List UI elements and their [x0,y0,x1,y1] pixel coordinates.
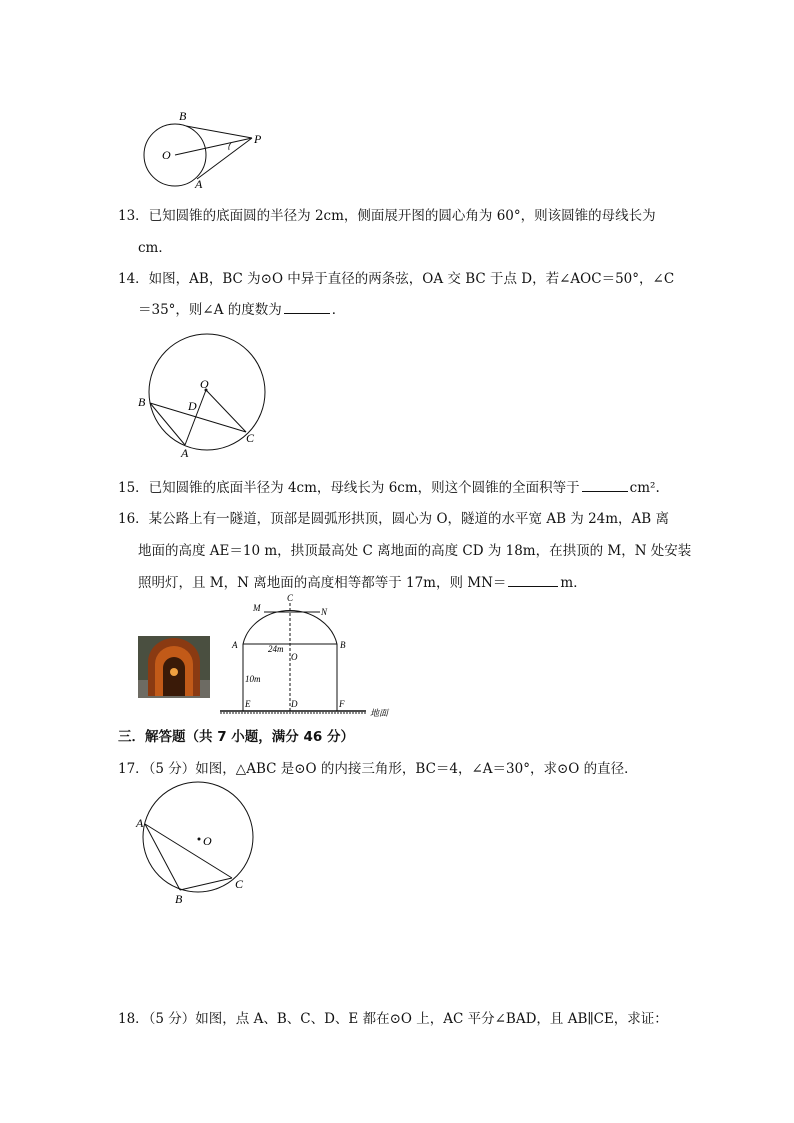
fig2-label-a: A [181,446,189,460]
q14-line1: 14．如图，AB，BC 为⊙O 中异于直径的两条弦，OA 交 BC 于点 D，若∠AOC＝50°，∠C [118,271,675,287]
q15-text: 15．已知圆锥的底面半径为 4cm，母线长为 6cm，则这个圆锥的全面积等于 [118,480,580,496]
fig3-width-label: 24m [268,644,284,654]
fig4-label-c: C [235,877,244,891]
fig4-label-o: O [203,834,212,848]
q14-text: ＝35°，则∠A 的度数为 [138,302,282,318]
fig3-label-n: N [321,607,328,617]
fig2-label-b: B [138,395,146,409]
fig3-label-o: O [291,652,298,662]
q15-unit: cm². [629,480,660,496]
fig2-label-o: O [200,377,209,391]
fig1-label-o: O [162,148,171,162]
q16-line1: 16．某公路上有一隧道，顶部是圆弧形拱顶，圆心为 O，隧道的水平宽 AB 为 24m，AB 离 [118,511,670,527]
fig3-label-e: E [245,699,251,709]
fig3-label-f: F [339,699,345,709]
fig3-label-m: M [253,603,261,613]
q16-unit: m． [560,575,587,591]
fig3-label-d: D [291,699,298,709]
fig3-height-label: 10m [245,674,261,684]
fig3-ground-label: 地面 [370,708,389,718]
fig3-label-b: B [340,640,346,650]
section-3-heading: 三．解答题（共 7 小题，满分 46 分） [118,729,354,745]
fig4-label-b: B [175,892,183,906]
fig3-label-c: C [287,593,294,603]
fig1-label-b: B [179,109,187,123]
fig2-label-c: C [246,431,255,445]
q18-text: 18．（5 分）如图，点 A、B、C、D、E 都在⊙O 上，AC 平分∠BAD，且 AB∥CE，求证： [118,1011,668,1027]
q13-line1: 13．已知圆锥的底面圆的半径为 2cm，侧面展开图的圆心角为 60°，则该圆锥的母线长为 [118,208,656,224]
fig4-label-a: A [136,816,144,830]
fig2-label-d: D [188,399,197,413]
q16-line2: 地面的高度 AE＝10 m，拱顶最高处 C 离地面的高度 CD 为 18m，在拱顶的 M，N 处安装 [138,543,692,559]
q13-unit: cm． [138,240,172,256]
fig1-label-p: P [254,132,262,146]
q17-text: 17．（5 分）如图，△ABC 是⊙O 的内接三角形，BC＝4，∠A＝30°，求⊙O 的直径． [118,761,638,777]
q14-end: ． [331,302,346,318]
q16-text: 照明灯，且 M，N 离地面的高度相等都等于 17m，则 MN＝ [138,575,507,591]
fig3-label-a: A [232,640,238,650]
fig1-label-a: A [195,177,203,191]
